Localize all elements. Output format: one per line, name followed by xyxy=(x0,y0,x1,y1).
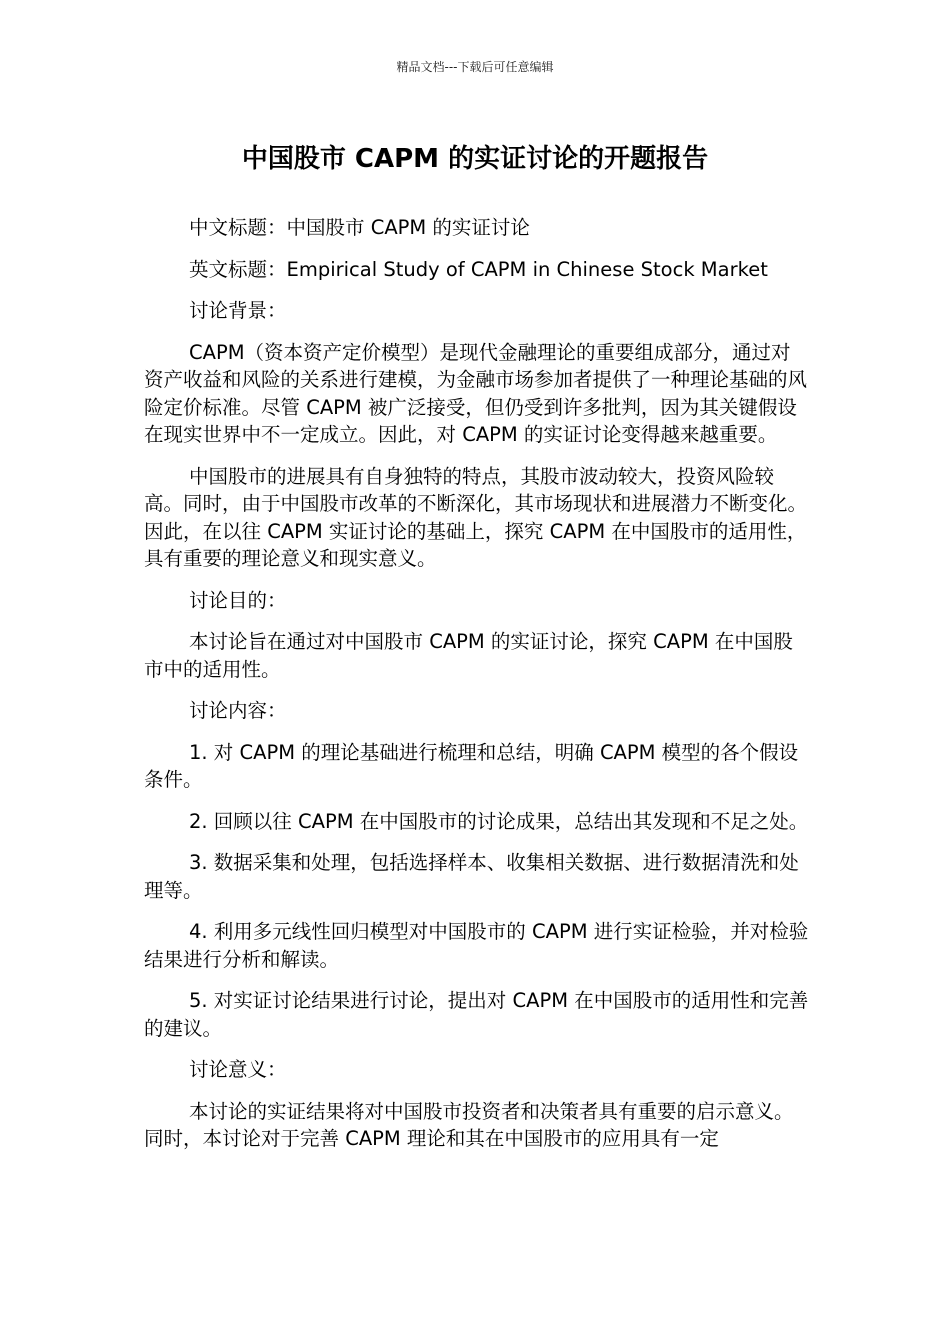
background-heading: 讨论背景： xyxy=(189,299,287,322)
english-title-line: 英文标题：Empirical Study of CAPM in Chinese Stock Market xyxy=(189,257,768,281)
document-title: 中国股市 CAPM 的实证讨论的开题报告 xyxy=(241,144,709,174)
content-heading: 讨论内容： xyxy=(189,699,287,722)
content-item-2: 2. 回顾以往 CAPM 在中国股市的讨论成果，总结出其发现和不足之处。 xyxy=(189,809,809,833)
background-paragraph-1: CAPM（资本资产定价模型）是现代金融理论的重要组成部分，通过对资产收益和风险的关系进行建模，为金融市场参加者提供了一种理论基础的风险定价标准。尽管 CAPM 被广泛接受，但仍受到许多批判，因为其关键假设在现实世界中不一定成立。因此，对 CAPM 的实证讨论变得越来越重要。 xyxy=(144,340,808,446)
content-item-1: 1. 对 CAPM 的理论基础进行梳理和总结，明确 CAPM 模型的各个假设条件。 xyxy=(144,740,799,791)
significance-paragraph: 本讨论的实证结果将对中国股市投资者和决策者具有重要的启示意义。同时，本讨论对于完善 CAPM 理论和其在中国股市的应用具有一定 xyxy=(144,1099,794,1150)
purpose-paragraph: 本讨论旨在通过对中国股市 CAPM 的实证讨论，探究 CAPM 在中国股市中的适用性。 xyxy=(144,630,793,681)
content-item-5: 5. 对实证讨论结果进行讨论，提出对 CAPM 在中国股市的适用性和完善的建议。 xyxy=(144,989,809,1040)
content-item-4: 4. 利用多元线性回归模型对中国股市的 CAPM 进行实证检验，并对检验结果进行分析和解读。 xyxy=(144,920,809,971)
header-note: 精品文档---下载后可任意编辑 xyxy=(396,60,554,74)
background-paragraph-2: 中国股市的进展具有自身独特的特点，其股市波动较大，投资风险较高。同时，由于中国股市改革的不断深化，其市场现状和进展潜力不断变化。因此，在以往 CAPM 实证讨论的基础上，探究 CAPM 在中国股市的适用性，具有重要的理论意义和现实意义。 xyxy=(144,464,808,570)
significance-heading: 讨论意义： xyxy=(189,1058,287,1081)
content-item-3: 3. 数据采集和处理，包括选择样本、收集相关数据、进行数据清洗和处理等。 xyxy=(144,851,799,902)
document-body xyxy=(144,214,809,1167)
chinese-title-line: 中文标题：中国股市 CAPM 的实证讨论 xyxy=(189,216,530,239)
purpose-heading: 讨论目的： xyxy=(189,588,287,612)
